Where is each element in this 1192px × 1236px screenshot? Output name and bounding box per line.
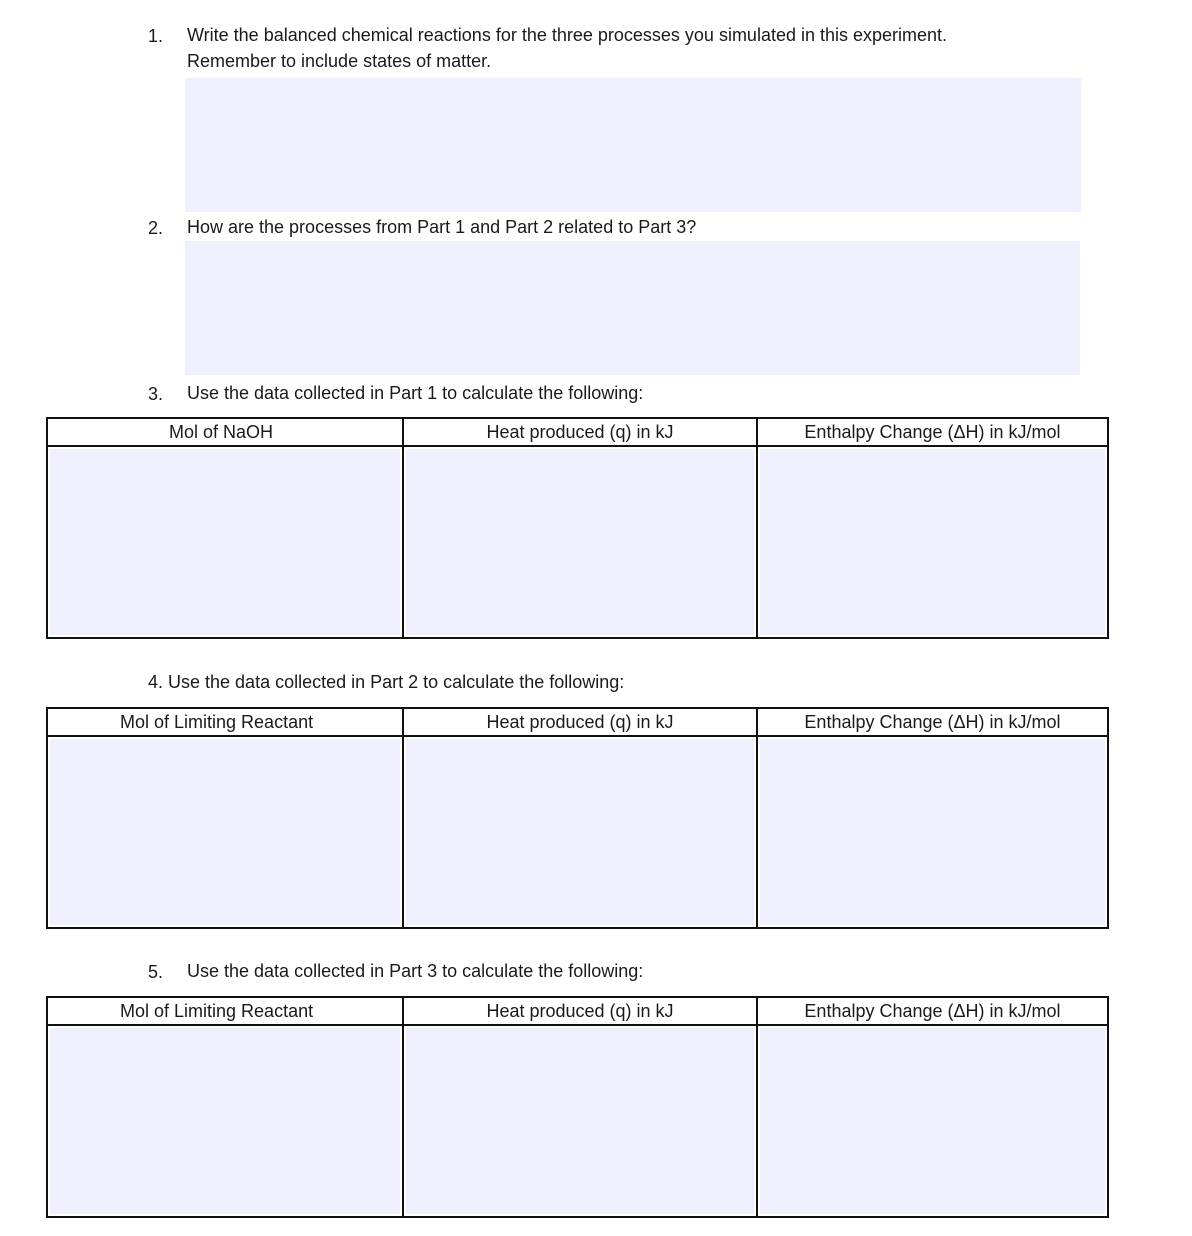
part-1-cell-mol[interactable] — [50, 449, 400, 635]
question-1-text — [187, 22, 947, 74]
part-1-col-enthalpy — [756, 419, 1107, 637]
part-3-cell-heat[interactable] — [406, 1028, 754, 1214]
part-3-col-enthalpy — [756, 998, 1107, 1216]
part-1-cell-enthalpy[interactable] — [760, 449, 1105, 635]
part-2-cell-enthalpy[interactable] — [760, 739, 1105, 925]
question-4-text: 4. Use the data collected in Part 2 to calculate the following: — [148, 672, 625, 692]
part-3-cell-mol[interactable] — [50, 1028, 400, 1214]
question-3-number: 3. — [148, 384, 164, 404]
question-5-text: Use the data collected in Part 3 to calculate the following: — [187, 961, 644, 981]
part-2-header-enthalpy: Enthalpy Change (ΔH) in kJ/mol — [758, 709, 1107, 737]
part-1-header-mol: Mol of NaOH — [48, 419, 402, 447]
question-1-number: 1. — [148, 26, 164, 46]
question-3-text: Use the data collected in Part 1 to calculate the following: — [187, 383, 644, 403]
question-2-number: 2. — [148, 218, 164, 238]
part-2-col-enthalpy — [756, 709, 1107, 927]
part-1-table — [46, 417, 1109, 639]
part-2-col-heat — [402, 709, 756, 927]
part-2-cell-mol[interactable] — [50, 739, 400, 925]
part-3-header-enthalpy: Enthalpy Change (ΔH) in kJ/mol — [758, 998, 1107, 1026]
question-1-line-2: Remember to include states of matter. — [187, 51, 492, 71]
part-3-cell-enthalpy[interactable] — [760, 1028, 1105, 1214]
question-1-line-1: Write the balanced chemical reactions for the three processes you simulated in this experiment. — [187, 25, 948, 45]
part-1-cell-heat[interactable] — [406, 449, 754, 635]
question-5-number: 5. — [148, 962, 164, 982]
part-3-col-mol — [48, 998, 402, 1216]
question-2-answer-field[interactable] — [185, 241, 1080, 375]
question-2-text: How are the processes from Part 1 and Part 2 related to Part 3? — [187, 217, 697, 237]
part-2-col-mol — [48, 709, 402, 927]
part-3-header-mol: Mol of Limiting Reactant — [48, 998, 402, 1026]
part-2-header-mol: Mol of Limiting Reactant — [48, 709, 402, 737]
part-1-col-heat — [402, 419, 756, 637]
part-3-col-heat — [402, 998, 756, 1216]
part-2-cell-heat[interactable] — [406, 739, 754, 925]
part-2-table — [46, 707, 1109, 929]
part-3-header-heat: Heat produced (q) in kJ — [404, 998, 756, 1026]
part-3-table — [46, 996, 1109, 1218]
part-1-header-heat: Heat produced (q) in kJ — [404, 419, 756, 447]
part-2-header-heat: Heat produced (q) in kJ — [404, 709, 756, 737]
part-1-col-mol — [48, 419, 402, 637]
part-1-header-enthalpy: Enthalpy Change (ΔH) in kJ/mol — [758, 419, 1107, 447]
question-1-answer-field[interactable] — [185, 78, 1081, 212]
